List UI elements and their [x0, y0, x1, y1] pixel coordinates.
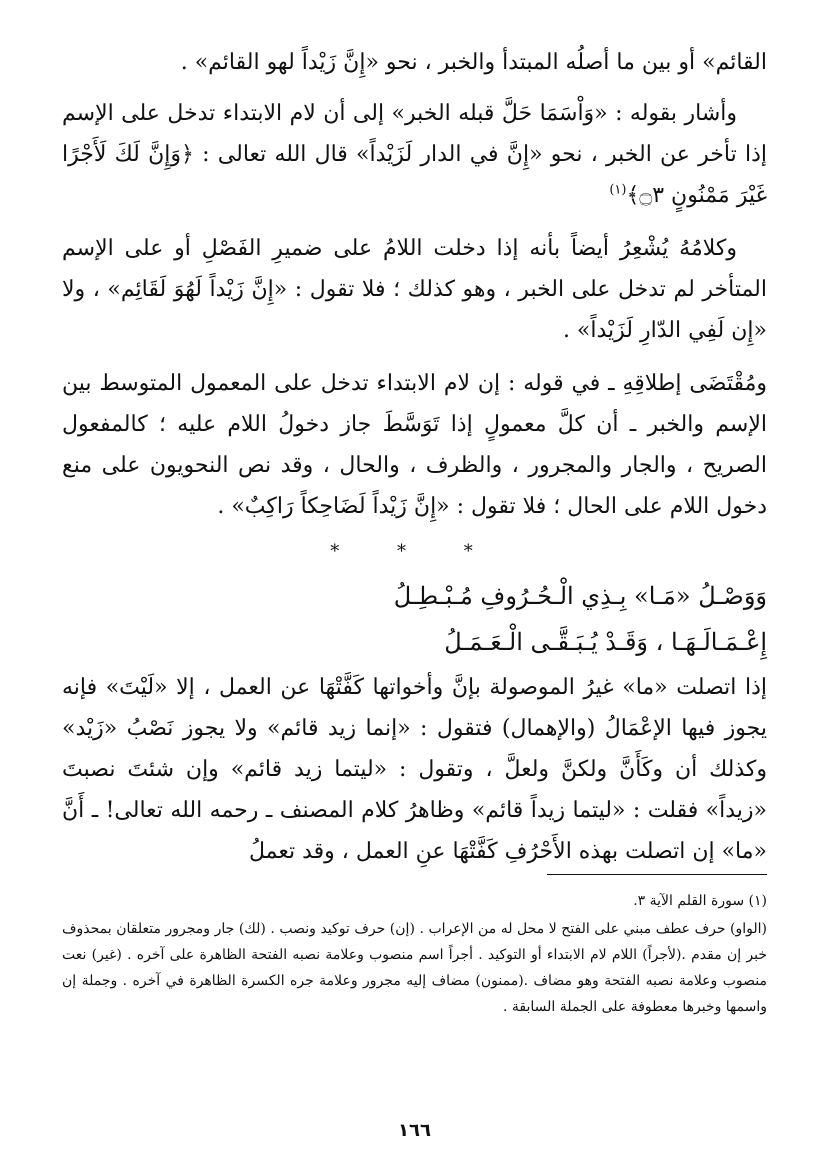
section-separator: * * *	[330, 541, 499, 562]
paragraph-2	[62, 93, 767, 216]
paragraph-2-text: وأشار بقوله : «وَاْسَمَا حَلَّ قبله الخبر» إلى أن لام الابتداء تدخل على الإسم إذا تأخر عن الخبر ، نحو «إِنَّ في الدار لَزَيْداً» قال الله تعالى : ﴿وَإِنَّ لَكَ لَأَجْرًا غَيْرَ مَمْنُونٍ ۝٣﴾	[62, 101, 767, 208]
book-page	[62, 42, 767, 1169]
paragraph-5: إذا اتصلت «ما» غيرُ الموصولة بإنَّ وأخواتها كَفَّتْهَا عن العمل ، إلا «لَيْتَ» فإنه يجوز فيها الإعْمَالُ (والإهمال) فتقول : «إنما زيد قائم» ولا يجوز نَصْبُ «زَيْد» وكذلك أن وكَأَنَّ ولكنَّ ولعلَّ ، وتقول : «ليتما زيد قائم» وإن شئتَ نصبتَ «زيداً» فقلت : «ليتما زيداً قائم» وظاهرُ كلام المصنف ـ رحمه الله تعالى! ـ أَنَّ «ما» إن اتصلت بهذه الأَحْرُفِ كَفَّتْهَا عنِ العمل ، وقد تعملُ	[62, 675, 767, 864]
verse-line-1: وَوَصْـلُ «مَـا» بِـذِي الْـحُـرُوفِ مُـبْـطِـلُ	[393, 582, 767, 610]
footnotes	[62, 888, 767, 1020]
footnote-reference: (١) سورة القلم الآية ٣.	[633, 893, 767, 909]
verse-line-2: إِعْـمَـالَـهَـا ، وَقَـدْ يُـبَـقَّـى الْـعَـمَـلُ	[444, 628, 767, 656]
paragraph-4: ومُقْتَضَى إطلاقِهِ ـ في قوله : إن لام الابتداء تدخل على المعمول المتوسط بين الإسم والخبر ـ أن كلَّ معمولٍ إذا تَوَسَّطَ جاز دخولُ اللام عليه ؛ كالمفعول الصريح ، والجار والمجرور ، والظرف ، والحال ، وقد نص النحويون على منع دخول اللام على الحال ؛ فلا تقول : «إِنَّ زَيْداً لَضَاحِكاً رَاكِبٌ» .	[62, 371, 767, 519]
footnote-body: (الواو) حرف عطف مبني على الفتح لا محل له من الإعراب . (إن) حرف توكيد ونصب . (لك) جار ومجرور متعلقان بمحذوف خبر إن مقدم .(لأجراً) اللام لام الابتداء أو التوكيد . أجراً اسم منصوب وعلامة نصبه الفتحة الظاهرة على آخره . (غير) نعت منصوب وعلامة نصبه الفتحة وهو مضاف .(ممنون) مضاف إليه مجرور وعلامة جره الكسرة الظاهرة في آخره . وجملة إن واسمها وخبرها معطوفة على الجملة السابقة .	[62, 921, 767, 1015]
paragraph-3: وكلامُهُ يُشْعِرُ أيضاً بأنه إذا دخلت اللامُ على ضميرِ الفَصْلِ أو على الإسم المتأخر لم تدخل على الخبر ، وهو كذلك ؛ فلا تقول : «إِنَّ زَيْداً لَهُوَ لَقَائِم» ، ولا «إِن لَفِي الدّارِ لَزَيْداً» .	[62, 236, 767, 343]
footnote-marker[interactable]: (١)	[609, 182, 627, 198]
paragraph-1: القائم» أو بين ما أصلُه المبتدأ والخبر ، نحو «إِنَّ زَيْداً لهو القائم» .	[180, 50, 767, 75]
page-number: ١٦٦	[398, 1120, 431, 1141]
footnote-divider	[547, 874, 767, 875]
